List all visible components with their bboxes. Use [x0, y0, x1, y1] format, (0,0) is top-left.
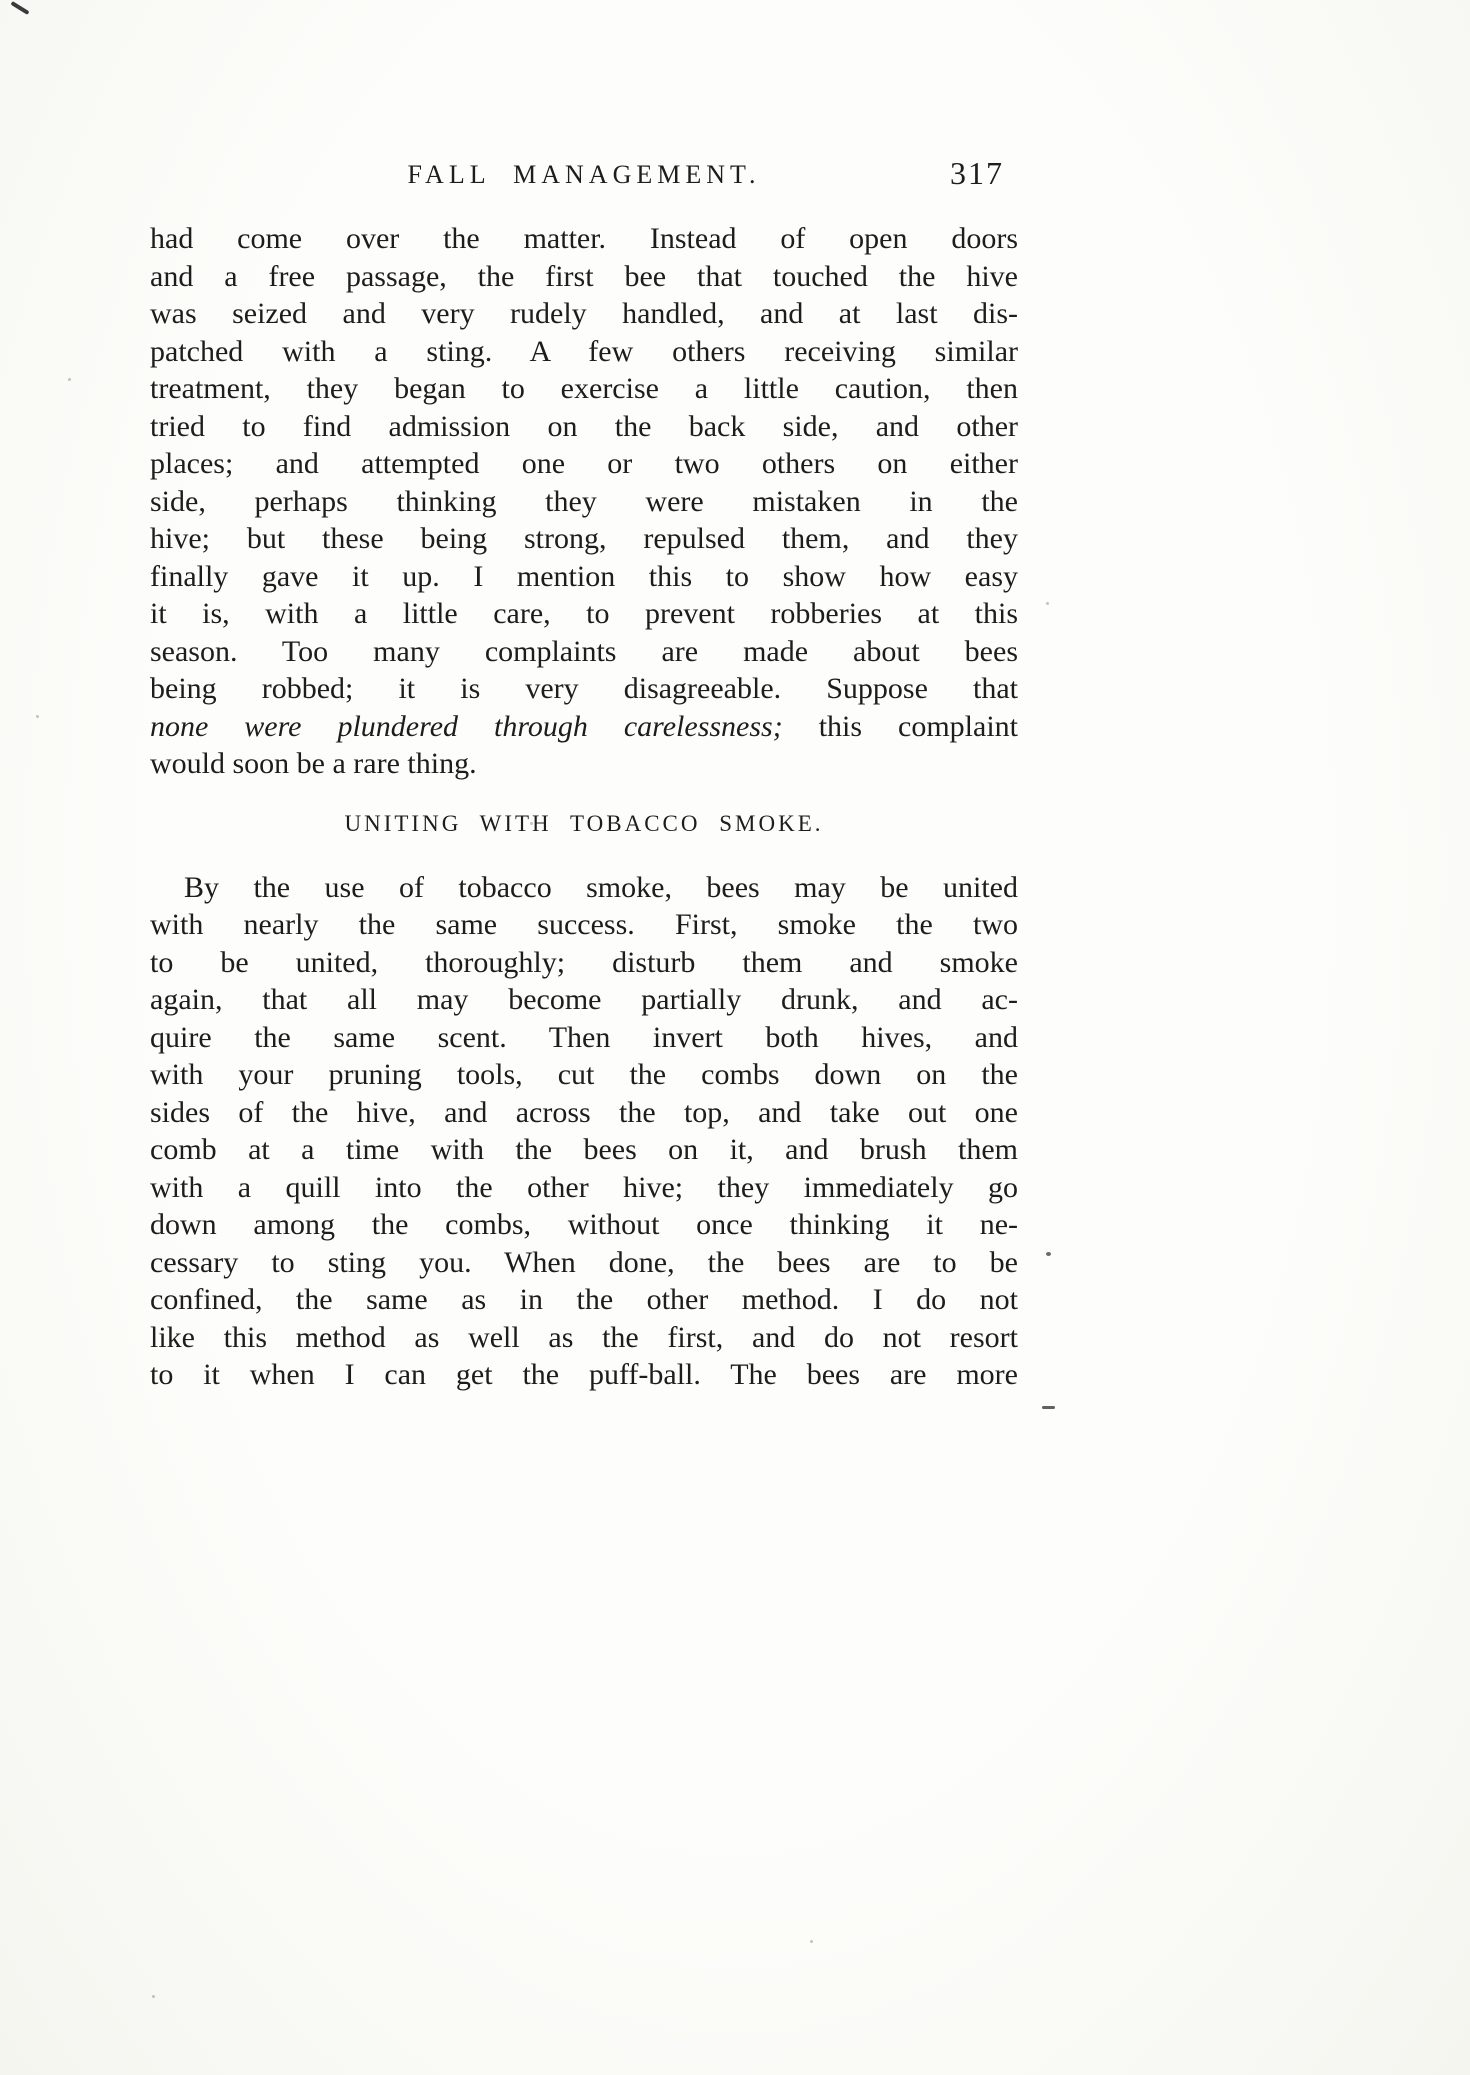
- running-head: FALL MANAGEMENT.: [407, 160, 761, 189]
- text-line: again, that all may become partially drunk, and ac-: [150, 983, 1018, 1016]
- text-line-emphasis: [150, 708, 1018, 746]
- scan-speck-artifact: [68, 378, 71, 381]
- text-line: confined, the same as in the other method. I do not: [150, 1283, 1018, 1316]
- paragraph-2: [150, 869, 1018, 1394]
- text-line: with a quill into the other hive; they immediately go: [150, 1170, 1018, 1204]
- text-line: finally gave it up. I mention this to show how easy: [150, 559, 1018, 593]
- scan-speck-artifact: [1046, 1252, 1051, 1256]
- text-line: like this method as well as the first, and do not resort: [150, 1320, 1018, 1354]
- text-line: would soon be a rare thing.: [150, 747, 477, 780]
- page-number: 317: [950, 155, 1004, 191]
- scan-speck-artifact: [36, 715, 39, 718]
- text-line: places; and attempted one or two others on either: [150, 447, 1018, 480]
- text-line: cessary to sting you. When done, the bees are to be: [150, 1245, 1018, 1279]
- emphasis-text: none were plundered through carelessness;: [150, 709, 783, 743]
- text-line: to be united, thoroughly; disturb them and smoke: [150, 945, 1018, 979]
- text-line: sides of the hive, and across the top, and take out one: [150, 1095, 1018, 1129]
- text-line: had come over the matter. Instead of open doors: [150, 222, 1018, 255]
- scan-speck-artifact: [152, 1995, 155, 1998]
- text-line: patched with a sting. A few others receiving similar: [150, 334, 1018, 368]
- text-line: quire the same scent. Then invert both hives, and: [150, 1020, 1018, 1054]
- text-line: with your pruning tools, cut the combs down on the: [150, 1058, 1018, 1091]
- text-line: was seized and very rudely handled, and at last dis-: [150, 297, 1018, 330]
- text-line: with nearly the same success. First, smoke the two: [150, 908, 1018, 941]
- scan-speck-artifact: [1046, 602, 1049, 605]
- text-line: By the use of tobacco smoke, bees may be united: [184, 870, 1018, 904]
- plain-text: this complaint: [818, 709, 1018, 743]
- text-line: season. Too many complaints are made about bees: [150, 634, 1018, 668]
- section-heading: UNITING WITH TOBACCO SMOKE.: [344, 810, 824, 836]
- text-line: down among the combs, without once thinking it ne-: [150, 1208, 1018, 1241]
- pen-mark-artifact: [10, 1, 29, 15]
- text-line: side, perhaps thinking they were mistaken in the: [150, 484, 1018, 518]
- text-column: [150, 155, 1018, 1394]
- text-line: tried to find admission on the back side, and other: [150, 409, 1018, 443]
- text-line: hive; but these being strong, repulsed them, and they: [150, 522, 1018, 555]
- text-line: comb at a time with the bees on it, and brush them: [150, 1133, 1018, 1166]
- text-line: to it when I can get the puff-ball. The bees are more: [150, 1358, 1018, 1391]
- scan-speck-artifact: [810, 1940, 813, 1943]
- text-line: and a free passage, the first bee that touched the hive: [150, 259, 1018, 293]
- scan-dash-artifact: [1042, 1406, 1055, 1409]
- text-line: treatment, they began to exercise a little caution, then: [150, 372, 1018, 405]
- page-header: [150, 155, 1018, 196]
- text-line: being robbed; it is very disagreeable. Suppose that: [150, 672, 1018, 705]
- paragraph-1: [150, 220, 1018, 783]
- text-line: it is, with a little care, to prevent robberies at this: [150, 597, 1018, 630]
